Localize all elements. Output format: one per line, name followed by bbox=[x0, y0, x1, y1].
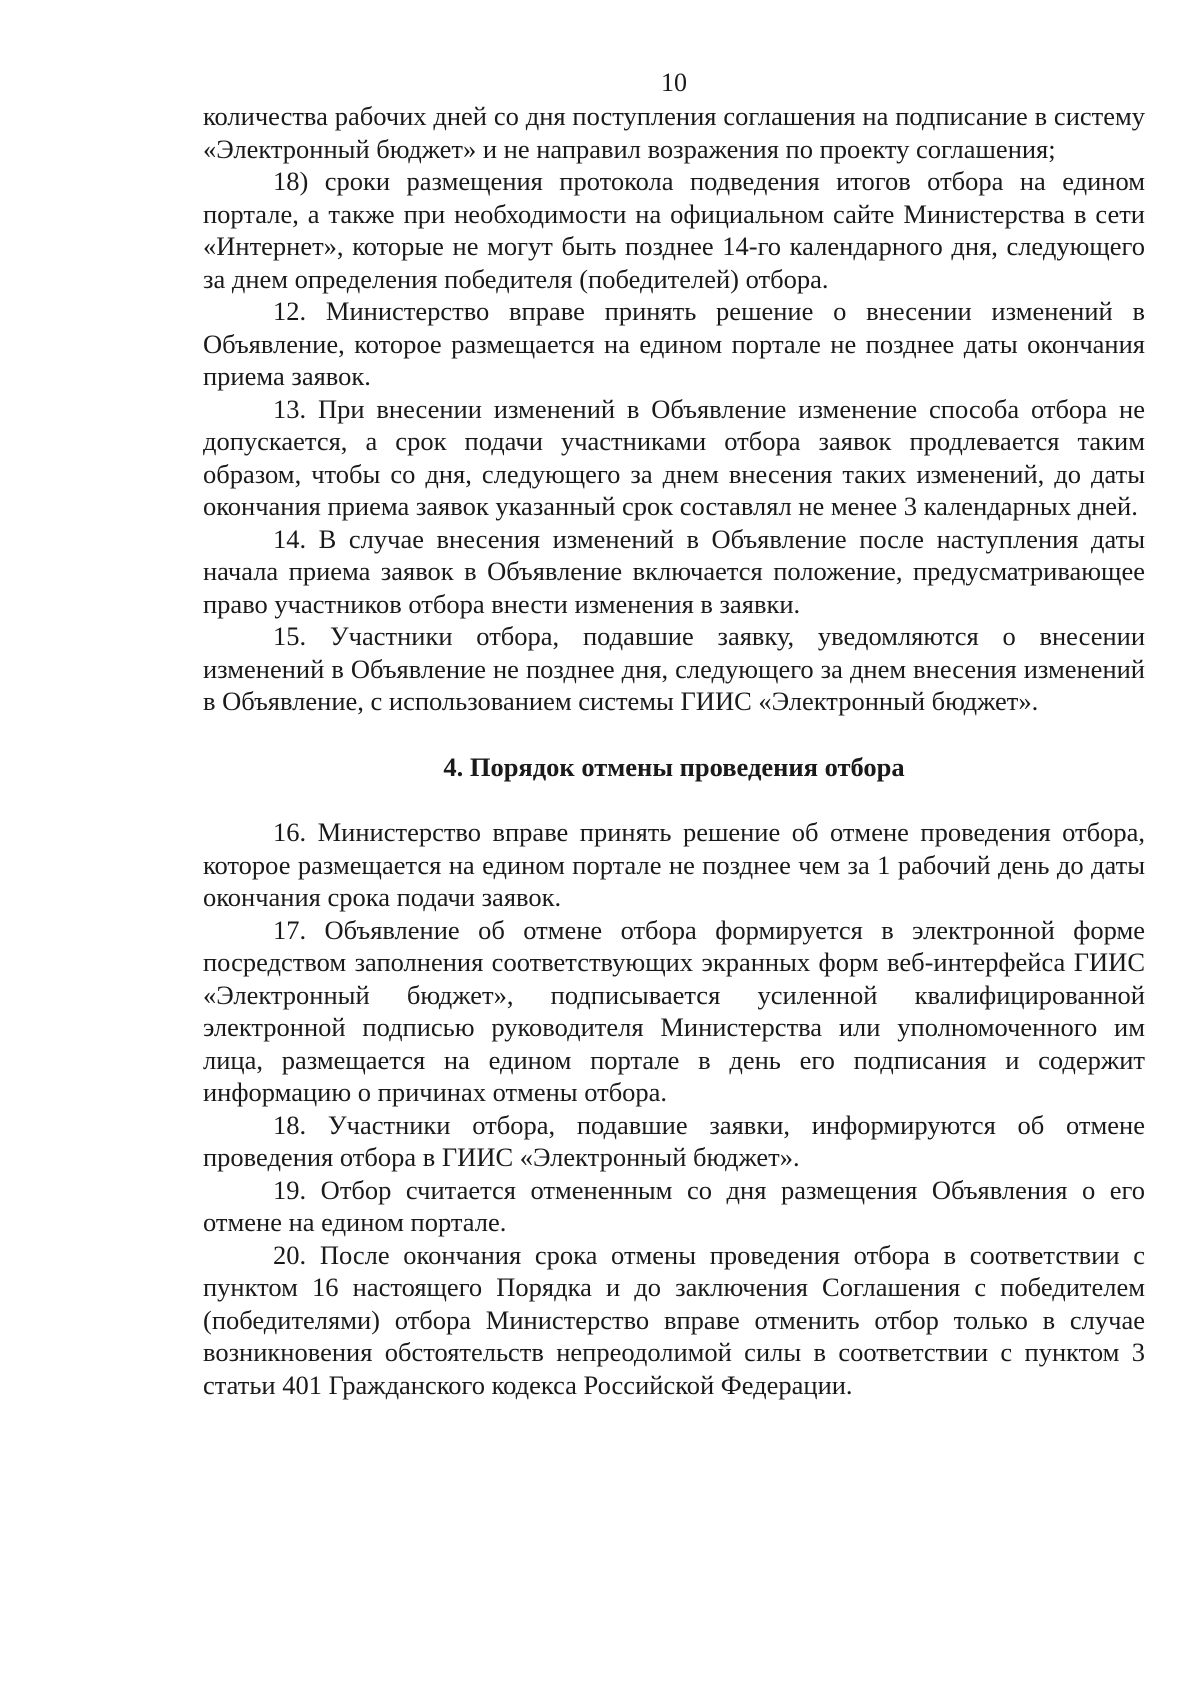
paragraph-18: 18. Участники отбора, подавшие заявки, информируются об отмене проведения отбора в ГИИС «Электронный бюджет». bbox=[203, 1109, 1145, 1172]
paragraph-15: 15. Участники отбора, подавшие заявку, уведомляются о внесении изменений в Объявление не позднее дня, следующего за днем внесения изменений в Объявление, с использованием системы ГИИС «Электронный бюджет». bbox=[203, 621, 1145, 716]
document-page bbox=[203, 66, 1145, 1401]
paragraph-19: 19. Отбор считается отмененным со дня размещения Объявления о его отмене на едином портале. bbox=[203, 1174, 1145, 1237]
paragraph-13: 13. При внесении изменений в Объявление изменение способа отбора не допускается, а срок подачи участниками отбора заявок продлевается таким образом, чтобы со дня, следующего за днем внесения таких изменений, до даты окончания приема заявок указанный срок составлял не менее 3 календарных дней. bbox=[203, 393, 1145, 521]
paragraph-16: 16. Министерство вправе принять решение об отмене проведения отбора, которое размещается на едином портале не позднее чем за 1 рабочий день до даты окончания срока подачи заявок. bbox=[203, 817, 1145, 912]
paragraph-continuation: количества рабочих дней со дня поступления соглашения на подписание в систему «Электронный бюджет» и не направил возражения по проекту соглашения; bbox=[203, 101, 1145, 164]
body-after-heading bbox=[203, 816, 1145, 1401]
body-before-heading bbox=[203, 100, 1145, 718]
paragraph-item-18-timelines: 18) сроки размещения протокола подведения итогов отбора на едином портале, а также при необходимости на официальном сайте Министерства в сети «Интернет», которые не могут быть позднее 14-го календарного дня, следующего за днем определения победителя (победителей) отбора. bbox=[203, 166, 1145, 294]
section-heading: 4. Порядок отмены проведения отбора bbox=[443, 751, 905, 782]
paragraph-14: 14. В случае внесения изменений в Объявление после наступления даты начала приема заявок в Объявление включается положение, предусматривающее право участников отбора внести изменения в заявки. bbox=[203, 523, 1145, 619]
page-number: 10 bbox=[661, 68, 687, 97]
paragraph-12: 12. Министерство вправе принять решение о внесении изменений в Объявление, которое размещается на едином портале не позднее даты окончания приема заявок. bbox=[203, 296, 1145, 391]
paragraph-20: 20. После окончания срока отмены проведения отбора в соответствии с пунктом 16 настоящего Порядка и до заключения Соглашения с победителем (победителями) отбора Министерство вправе отменить отбор только в случае возникновения обстоятельств непреодолимой силы в соответствии с пунктом 3 статьи 401 Гражданского кодекса Российской Федерации. bbox=[203, 1239, 1145, 1400]
paragraph-17: 17. Объявление об отмене отбора формируется в электронной форме посредством заполнения соответствующих экранных форм веб-интерфейса ГИИС «Электронный бюджет», подписывается усиленной квалифицированной электронной подписью руководителя Министерства или уполномоченного им лица, размещается на едином портале в день его подписания и содержит информацию о причинах отмены отбора. bbox=[203, 914, 1145, 1107]
